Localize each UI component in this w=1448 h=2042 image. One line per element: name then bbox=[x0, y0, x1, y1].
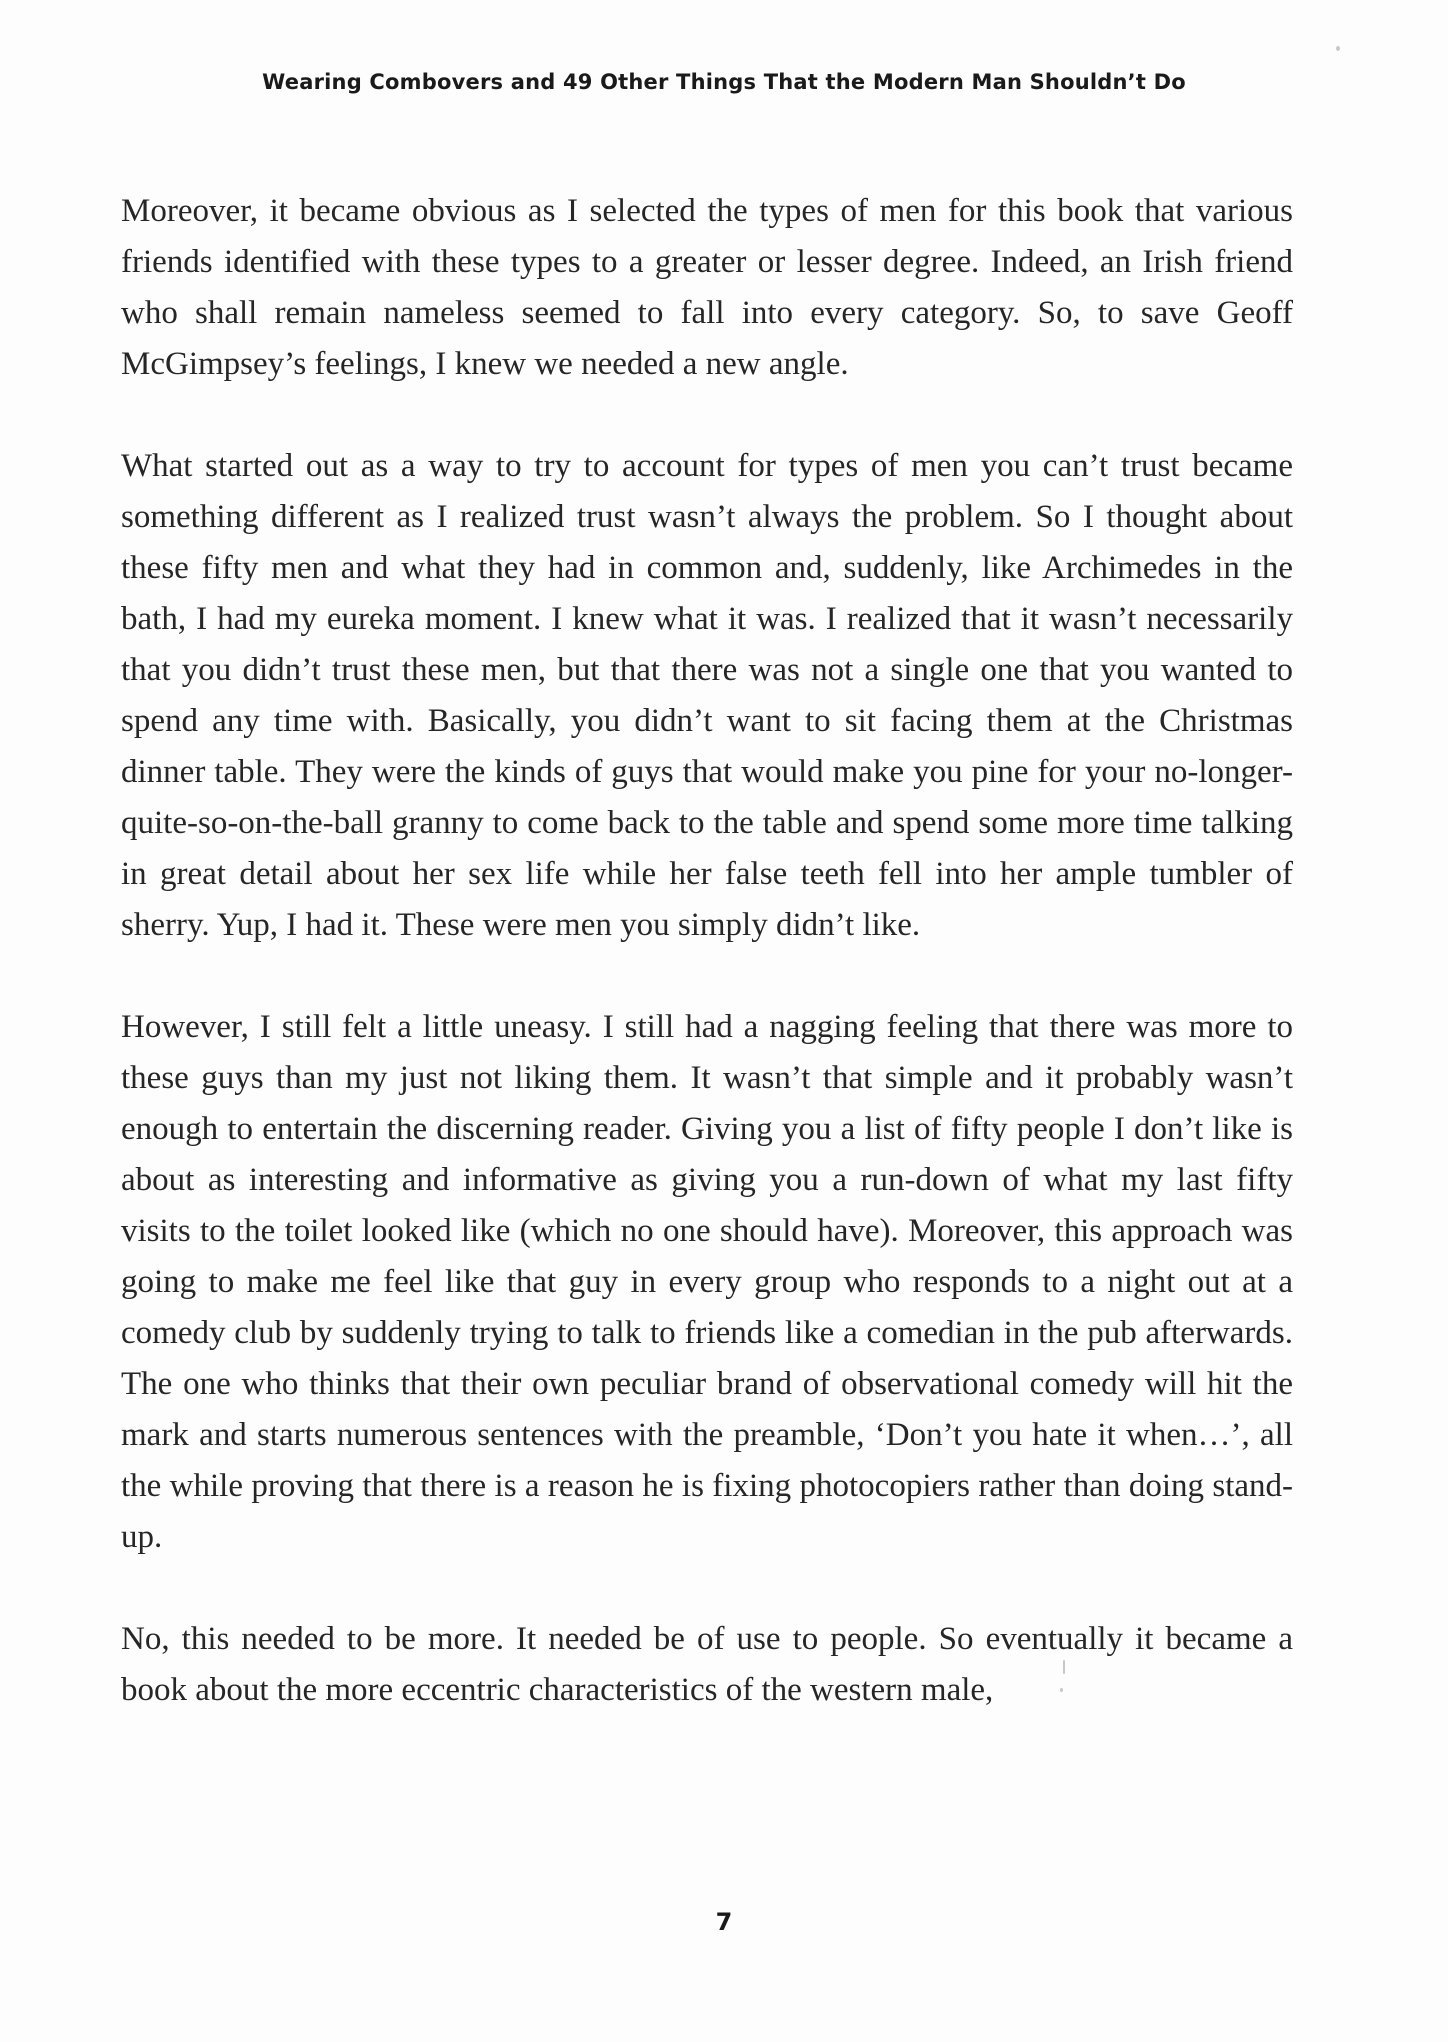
paragraph: What started out as a way to try to account for types of men you can’t trust became something different as I realized trust wasn’t always the problem. So I thought about these fifty men and what they had in common and, suddenly, like Archimedes in the bath, I had my eureka moment. I knew what it was. I realized that it wasn’t necessarily that you didn’t trust these men, but that there was not a single one that you wanted to spend any time with. Basically, you didn’t want to sit facing them at the Christmas dinner table. They were the kinds of guys that would make you pine for your no-longer-quite-so-on-the-ball granny to come back to the table and spend some more time talking in great detail about her sex life while her false teeth fell into her ample tumbler of sherry. Yup, I had it. These were men you simply didn’t like. bbox=[121, 448, 1293, 943]
scan-speck bbox=[1336, 46, 1340, 51]
running-head-title: Wearing Combovers and 49 Other Things That the Modern Man Shouldn’t Do bbox=[262, 70, 1186, 94]
page-number: 7 bbox=[715, 1908, 733, 1936]
paragraph: No, this needed to be more. It needed be of use to people. So eventually it became a book about the more eccentric characteristics of the western male, bbox=[121, 1621, 1293, 1708]
paragraph: Moreover, it became obvious as I selected the types of men for this book that various friends identified with these types to a greater or lesser degree. Indeed, an Irish friend who shall remain nameless seemed to fall into every category. So, to save Geoff McGimpsey’s feelings, I knew we needed a new angle. bbox=[121, 193, 1293, 382]
paragraph: However, I still felt a little uneasy. I still had a nagging feeling that there was more to these guys than my just not liking them. It wasn’t that simple and it probably wasn’t enough to entertain the discerning reader. Giving you a list of fifty people I don’t like is about as interesting and informative as giving you a run-down of what my last fifty visits to the toilet looked like (which no one should have). Moreover, this approach was going to make me feel like that guy in every group who responds to a night out at a comedy club by suddenly trying to talk to friends like a comedian in the pub afterwards. The one who thinks that their own peculiar brand of observational comedy will hit the mark and starts numerous sentences with the preamble, ‘Don’t you hate it when…’, all the while proving that there is a reason he is fixing photocopiers rather than doing stand-up. bbox=[121, 1009, 1293, 1555]
body-text bbox=[121, 186, 1293, 1767]
